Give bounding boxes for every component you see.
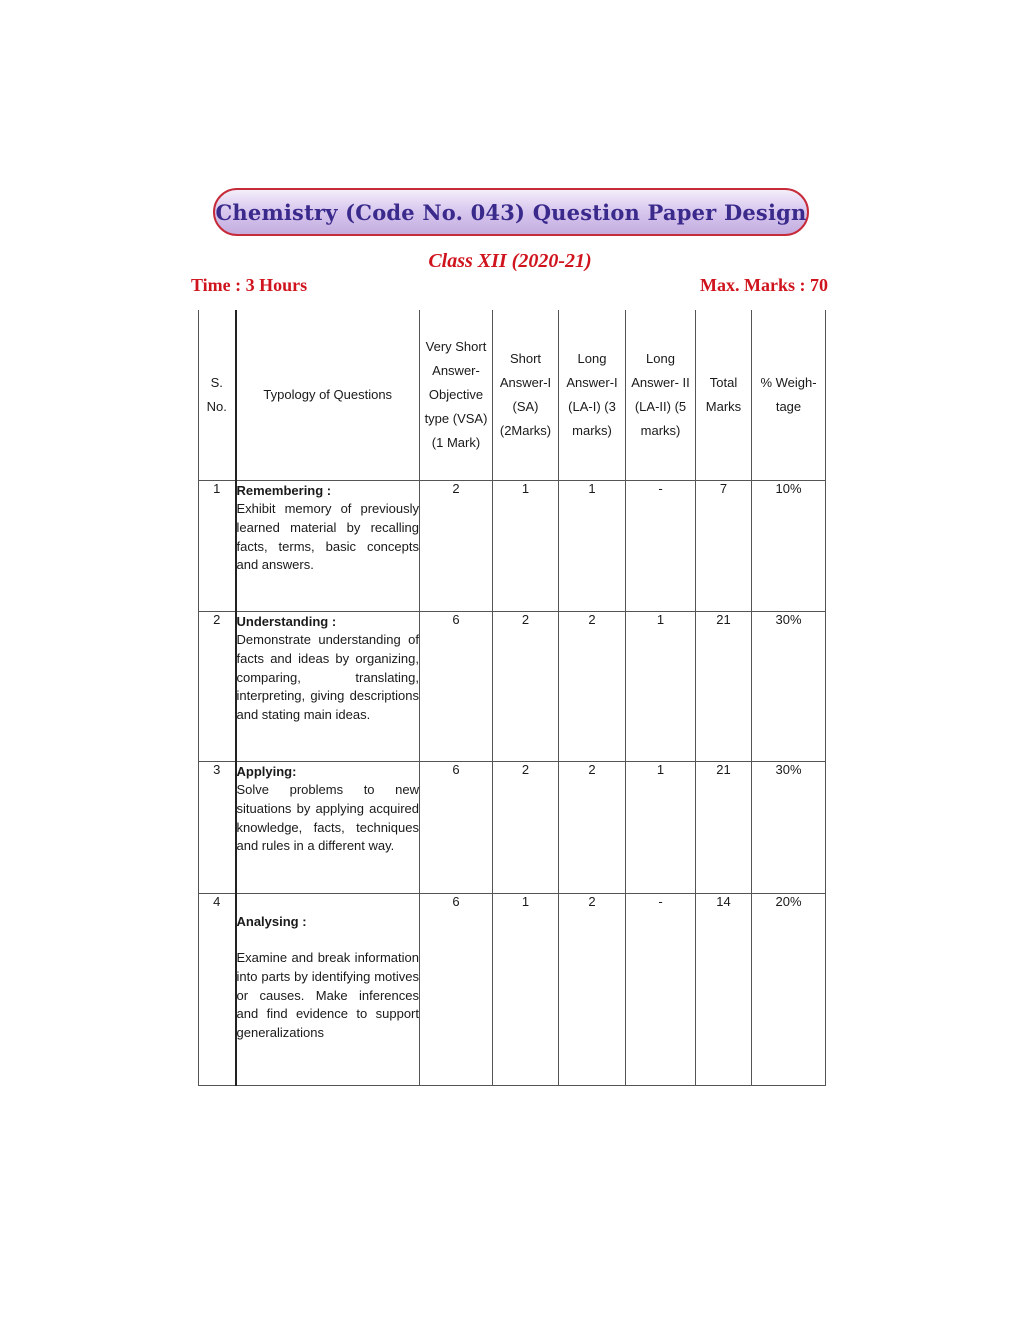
col-header-weightage: % Weigh-tage bbox=[752, 310, 826, 481]
typology-title: Applying: bbox=[236, 764, 297, 779]
typology-title: Analysing : bbox=[236, 914, 307, 929]
cell-vsa: 6 bbox=[420, 762, 493, 894]
typology-description: Examine and break information into parts by identifying motives or causes. Make inferences and find evidence to support generalizations bbox=[236, 950, 419, 1041]
cell-weightage: 20% bbox=[752, 894, 826, 1086]
col-header-vsa: Very Short Answer-Objective type (VSA) (1 Mark) bbox=[420, 310, 493, 481]
col-header-total: Total Marks bbox=[696, 310, 752, 481]
row-typology bbox=[236, 762, 420, 894]
document-title: Chemistry (Code No. 043) Question Paper Design bbox=[215, 199, 807, 225]
cell-vsa: 2 bbox=[420, 481, 493, 612]
table-row bbox=[199, 612, 826, 762]
cell-weightage: 10% bbox=[752, 481, 826, 612]
table-header-row bbox=[199, 310, 826, 481]
cell-la1: 2 bbox=[559, 612, 626, 762]
cell-total: 7 bbox=[696, 481, 752, 612]
time-label: Time : 3 Hours bbox=[191, 275, 308, 295]
cell-la2: 1 bbox=[626, 762, 696, 894]
typology-description: Exhibit memory of previously learned material by recalling facts, terms, basic concepts and answers. bbox=[236, 501, 419, 573]
row-typology bbox=[236, 894, 420, 1086]
title-banner bbox=[213, 188, 809, 236]
col-header-typology: Typology of Questions bbox=[236, 310, 420, 481]
cell-la1: 1 bbox=[559, 481, 626, 612]
col-header-sa: Short Answer-I (SA) (2Marks) bbox=[493, 310, 559, 481]
typology-description: Solve problems to new situations by applying acquired knowledge, facts, techniques and rules in a different way. bbox=[236, 782, 419, 854]
row-sno: 2 bbox=[199, 612, 236, 762]
cell-la2: - bbox=[626, 894, 696, 1086]
cell-la1: 2 bbox=[559, 894, 626, 1086]
cell-la2: - bbox=[626, 481, 696, 612]
question-paper-design-table bbox=[198, 310, 826, 1086]
row-sno: 1 bbox=[199, 481, 236, 612]
class-subtitle: Class XII (2020-21) bbox=[428, 250, 592, 272]
typology-title: Understanding : bbox=[236, 614, 337, 629]
col-header-la2: Long Answer- II (LA-II) (5 marks) bbox=[626, 310, 696, 481]
cell-sa: 1 bbox=[493, 894, 559, 1086]
cell-vsa: 6 bbox=[420, 612, 493, 762]
cell-vsa: 6 bbox=[420, 894, 493, 1086]
row-typology bbox=[236, 612, 420, 762]
cell-total: 14 bbox=[696, 894, 752, 1086]
cell-la2: 1 bbox=[626, 612, 696, 762]
cell-total: 21 bbox=[696, 762, 752, 894]
cell-sa: 1 bbox=[493, 481, 559, 612]
cell-weightage: 30% bbox=[752, 762, 826, 894]
max-marks-label: Max. Marks : 70 bbox=[700, 275, 828, 295]
cell-total: 21 bbox=[696, 612, 752, 762]
cell-sa: 2 bbox=[493, 762, 559, 894]
row-typology bbox=[236, 481, 420, 612]
row-sno: 3 bbox=[199, 762, 236, 894]
col-header-la1: Long Answer-I (LA-I) (3 marks) bbox=[559, 310, 626, 481]
table-row bbox=[199, 762, 826, 894]
table-row bbox=[199, 894, 826, 1086]
col-header-sno: S. No. bbox=[199, 310, 236, 481]
cell-la1: 2 bbox=[559, 762, 626, 894]
cell-sa: 2 bbox=[493, 612, 559, 762]
row-sno: 4 bbox=[199, 894, 236, 1086]
cell-weightage: 30% bbox=[752, 612, 826, 762]
typology-title: Remembering : bbox=[236, 483, 332, 498]
table-row bbox=[199, 481, 826, 612]
typology-description: Demonstrate understanding of facts and ideas by organizing, comparing, translating, interpreting, giving descriptions and stating main ideas. bbox=[236, 632, 419, 723]
